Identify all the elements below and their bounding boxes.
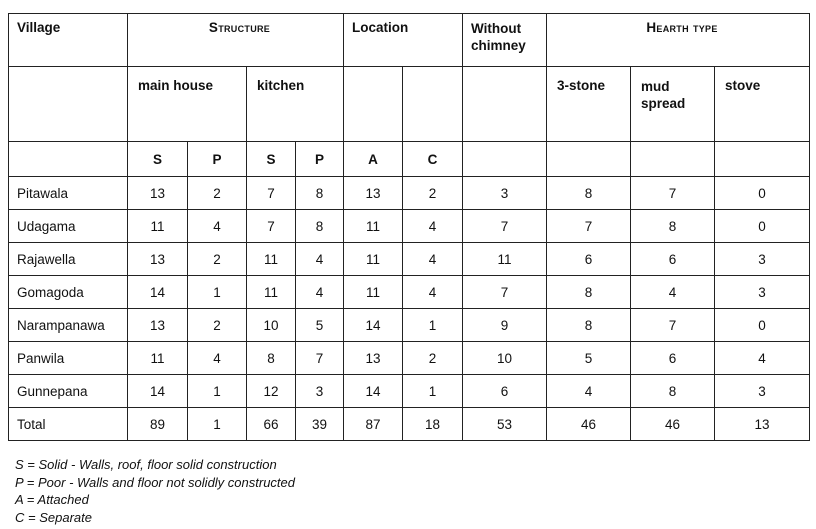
cell-without-chimney: 10 bbox=[463, 342, 547, 375]
header-blank bbox=[631, 142, 715, 177]
cell-loc-c: 2 bbox=[403, 177, 463, 210]
header-three-stone: 3-stone bbox=[547, 67, 631, 142]
cell-three-stone: 8 bbox=[547, 177, 631, 210]
cell-stove: 3 bbox=[715, 375, 810, 408]
cell-village: Narampanawa bbox=[9, 309, 128, 342]
cell-mud-spread: 6 bbox=[631, 243, 715, 276]
cell-three-stone: 4 bbox=[547, 375, 631, 408]
cell-stove: 3 bbox=[715, 276, 810, 309]
cell-k-s: 10 bbox=[247, 309, 296, 342]
header-blank bbox=[715, 142, 810, 177]
cell-mud-spread: 6 bbox=[631, 342, 715, 375]
cell-village: Rajawella bbox=[9, 243, 128, 276]
cell-loc-c: 18 bbox=[403, 408, 463, 441]
header-without-chimney: Without chimney bbox=[463, 14, 547, 67]
header-hearth-type: Hearth type bbox=[547, 14, 810, 67]
header-main-house: main house bbox=[128, 67, 247, 142]
cell-mh-s: 14 bbox=[128, 276, 188, 309]
cell-k-p: 7 bbox=[296, 342, 344, 375]
cell-village: Total bbox=[9, 408, 128, 441]
cell-village: Udagama bbox=[9, 210, 128, 243]
cell-loc-c: 1 bbox=[403, 309, 463, 342]
cell-mh-p: 4 bbox=[188, 210, 247, 243]
header-kitchen-solid: S bbox=[247, 142, 296, 177]
table-row bbox=[9, 309, 810, 342]
header-separate: C bbox=[403, 142, 463, 177]
cell-stove: 3 bbox=[715, 243, 810, 276]
header-main-house-solid: S bbox=[128, 142, 188, 177]
cell-mh-p: 2 bbox=[188, 177, 247, 210]
cell-stove: 4 bbox=[715, 342, 810, 375]
table-row bbox=[9, 243, 810, 276]
cell-loc-c: 1 bbox=[403, 375, 463, 408]
cell-mh-p: 4 bbox=[188, 342, 247, 375]
cell-three-stone: 5 bbox=[547, 342, 631, 375]
cell-loc-a: 11 bbox=[344, 243, 403, 276]
table-row bbox=[9, 375, 810, 408]
cell-stove: 0 bbox=[715, 309, 810, 342]
header-blank bbox=[344, 67, 403, 142]
cell-stove: 13 bbox=[715, 408, 810, 441]
cell-loc-c: 4 bbox=[403, 276, 463, 309]
cell-without-chimney: 6 bbox=[463, 375, 547, 408]
header-main-house-poor: P bbox=[188, 142, 247, 177]
village-hearth-table bbox=[8, 13, 810, 441]
header-blank bbox=[9, 142, 128, 177]
cell-mud-spread: 8 bbox=[631, 375, 715, 408]
cell-without-chimney: 7 bbox=[463, 276, 547, 309]
cell-k-p: 39 bbox=[296, 408, 344, 441]
cell-village: Gomagoda bbox=[9, 276, 128, 309]
cell-loc-c: 2 bbox=[403, 342, 463, 375]
total-row bbox=[9, 408, 810, 441]
cell-mh-s: 11 bbox=[128, 342, 188, 375]
cell-loc-a: 14 bbox=[344, 309, 403, 342]
cell-k-p: 5 bbox=[296, 309, 344, 342]
header-structure: Structure bbox=[128, 14, 344, 67]
cell-mh-p: 2 bbox=[188, 243, 247, 276]
header-blank bbox=[463, 142, 547, 177]
cell-loc-a: 87 bbox=[344, 408, 403, 441]
cell-loc-a: 14 bbox=[344, 375, 403, 408]
table-row bbox=[9, 342, 810, 375]
header-blank bbox=[9, 67, 128, 142]
cell-k-p: 8 bbox=[296, 177, 344, 210]
cell-village: Gunnepana bbox=[9, 375, 128, 408]
cell-k-s: 66 bbox=[247, 408, 296, 441]
cell-mh-s: 13 bbox=[128, 243, 188, 276]
cell-mud-spread: 8 bbox=[631, 210, 715, 243]
cell-village: Panwila bbox=[9, 342, 128, 375]
cell-mh-s: 13 bbox=[128, 309, 188, 342]
cell-k-p: 4 bbox=[296, 243, 344, 276]
cell-without-chimney: 11 bbox=[463, 243, 547, 276]
cell-without-chimney: 3 bbox=[463, 177, 547, 210]
cell-mh-s: 13 bbox=[128, 177, 188, 210]
header-mud-spread: mud spread bbox=[631, 67, 715, 142]
cell-three-stone: 7 bbox=[547, 210, 631, 243]
cell-mh-p: 1 bbox=[188, 408, 247, 441]
cell-stove: 0 bbox=[715, 210, 810, 243]
cell-mh-p: 1 bbox=[188, 375, 247, 408]
cell-k-s: 11 bbox=[247, 243, 296, 276]
cell-loc-a: 13 bbox=[344, 342, 403, 375]
table-row bbox=[9, 210, 810, 243]
note-solid: S = Solid - Walls, roof, floor solid construction bbox=[15, 457, 277, 472]
cell-three-stone: 46 bbox=[547, 408, 631, 441]
cell-without-chimney: 53 bbox=[463, 408, 547, 441]
cell-k-s: 12 bbox=[247, 375, 296, 408]
cell-k-s: 7 bbox=[247, 177, 296, 210]
cell-three-stone: 8 bbox=[547, 276, 631, 309]
cell-k-p: 4 bbox=[296, 276, 344, 309]
cell-three-stone: 8 bbox=[547, 309, 631, 342]
cell-mud-spread: 46 bbox=[631, 408, 715, 441]
legend-notes bbox=[15, 456, 295, 526]
cell-mud-spread: 4 bbox=[631, 276, 715, 309]
cell-stove: 0 bbox=[715, 177, 810, 210]
cell-loc-a: 13 bbox=[344, 177, 403, 210]
header-kitchen-poor: P bbox=[296, 142, 344, 177]
cell-loc-c: 4 bbox=[403, 243, 463, 276]
cell-loc-a: 11 bbox=[344, 210, 403, 243]
cell-without-chimney: 7 bbox=[463, 210, 547, 243]
cell-mud-spread: 7 bbox=[631, 309, 715, 342]
header-blank bbox=[547, 142, 631, 177]
table-row bbox=[9, 276, 810, 309]
cell-without-chimney: 9 bbox=[463, 309, 547, 342]
table-row bbox=[9, 177, 810, 210]
cell-k-s: 11 bbox=[247, 276, 296, 309]
cell-village: Pitawala bbox=[9, 177, 128, 210]
header-kitchen: kitchen bbox=[247, 67, 344, 142]
cell-k-s: 8 bbox=[247, 342, 296, 375]
cell-loc-c: 4 bbox=[403, 210, 463, 243]
header-blank bbox=[463, 67, 547, 142]
header-blank bbox=[403, 67, 463, 142]
cell-mh-s: 14 bbox=[128, 375, 188, 408]
table-body bbox=[9, 177, 810, 441]
header-village: Village bbox=[9, 14, 128, 67]
cell-mh-s: 11 bbox=[128, 210, 188, 243]
cell-k-p: 3 bbox=[296, 375, 344, 408]
cell-loc-a: 11 bbox=[344, 276, 403, 309]
cell-k-s: 7 bbox=[247, 210, 296, 243]
cell-mh-p: 2 bbox=[188, 309, 247, 342]
header-attached: A bbox=[344, 142, 403, 177]
note-attached: A = Attached bbox=[15, 492, 89, 508]
note-separate: C = Separate bbox=[15, 509, 92, 525]
cell-three-stone: 6 bbox=[547, 243, 631, 276]
cell-mud-spread: 7 bbox=[631, 177, 715, 210]
cell-mh-s: 89 bbox=[128, 408, 188, 441]
header-location: Location bbox=[344, 14, 463, 67]
note-poor: P = Poor - Walls and floor not solidly constructed bbox=[15, 474, 295, 490]
cell-k-p: 8 bbox=[296, 210, 344, 243]
header-stove: stove bbox=[715, 67, 810, 142]
cell-mh-p: 1 bbox=[188, 276, 247, 309]
